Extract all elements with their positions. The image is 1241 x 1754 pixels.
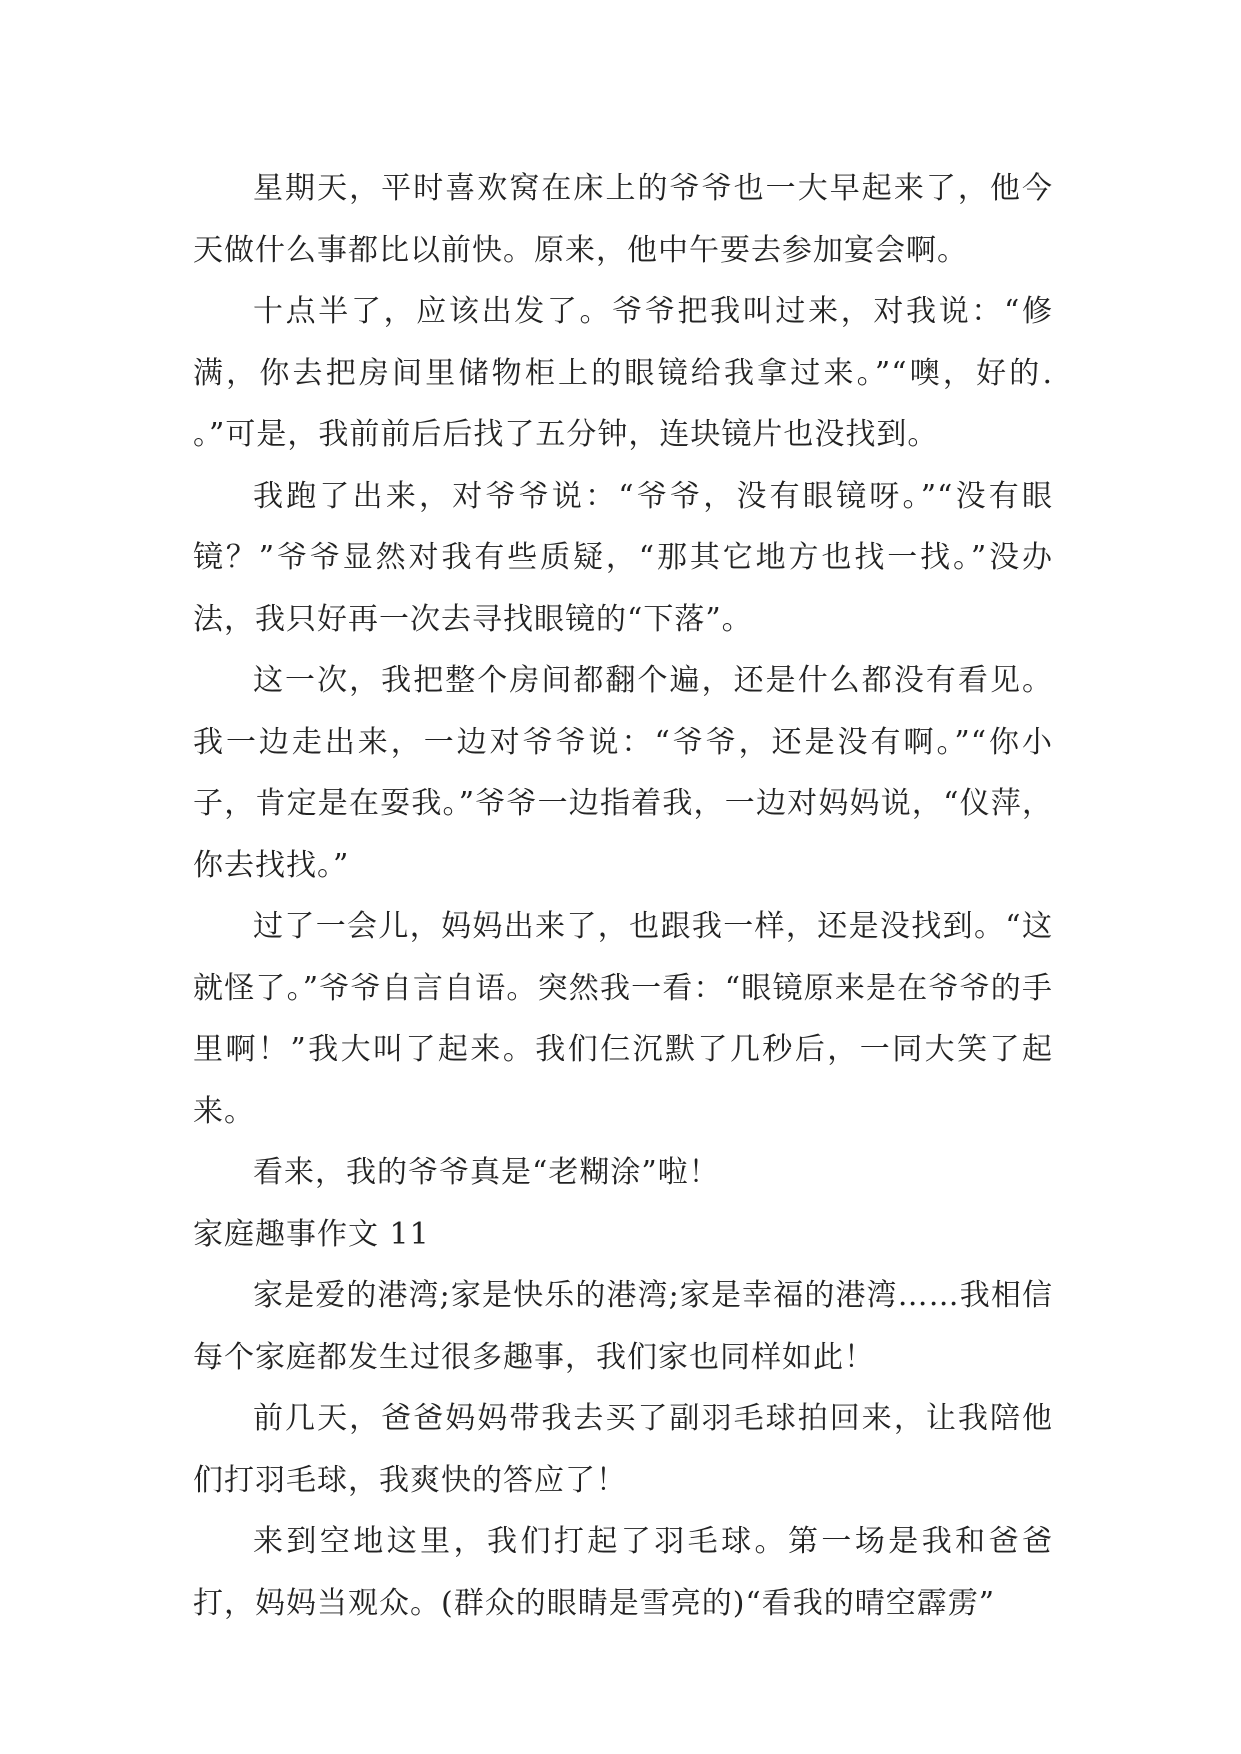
- paragraph: 星期天，平时喜欢窝在床上的爷爷也一大早起来了，他今天做什么事都比以前快。原来，他中午要去参加宴会啊。: [193, 171, 1053, 268]
- paragraph: 家是爱的港湾;家是快乐的港湾;家是幸福的港湾……我相信每个家庭都发生过很多趣事，我们家也同样如此！: [193, 1278, 1053, 1375]
- paragraph: 十点半了，应该出发了。爷爷把我叫过来，对我说：“修满，你去把房间里储物柜上的眼镜给我拿过来。”“噢，好的. 。”可是，我前前后后找了五分钟，连块镜片也没找到。: [193, 294, 1053, 452]
- paragraph: 我跑了出来，对爷爷说：“爷爷，没有眼镜呀。”“没有眼镜？”爷爷显然对我有些质疑，“那其它地方也找一找。”没办法，我只好再一次去寻找眼镜的“下落”。: [193, 478, 1053, 637]
- paragraph: 来到空地这里，我们打起了羽毛球。第一场是我和爸爸打，妈妈当观众。(群众的眼睛是雪亮的)“看我的晴空霹雳”: [193, 1524, 1053, 1621]
- document-page: [193, 158, 1053, 1634]
- paragraph: 看来，我的爷爷真是“老糊涂”啦！: [253, 1155, 720, 1190]
- paragraph: 这一次，我把整个房间都翻个遍，还是什么都没有看见。我一边走出来，一边对爷爷说：“爷爷，还是没有啊。”“你小子，肯定是在耍我。”爷爷一边指着我，一边对妈妈说，“仪萍，你去找找。”: [193, 663, 1053, 883]
- section-title: 家庭趣事作文 11: [193, 1216, 430, 1252]
- paragraph: 前几天，爸爸妈妈带我去买了副羽毛球拍回来，让我陪他们打羽毛球，我爽快的答应了！: [193, 1401, 1053, 1498]
- paragraph: 过了一会儿，妈妈出来了，也跟我一样，还是没找到。“这就怪了。”爷爷自言自语。突然我一看：“眼镜原来是在爷爷的手里啊！”我大叫了起来。我们仨沉默了几秒后，一同大笑了起来。: [193, 909, 1053, 1129]
